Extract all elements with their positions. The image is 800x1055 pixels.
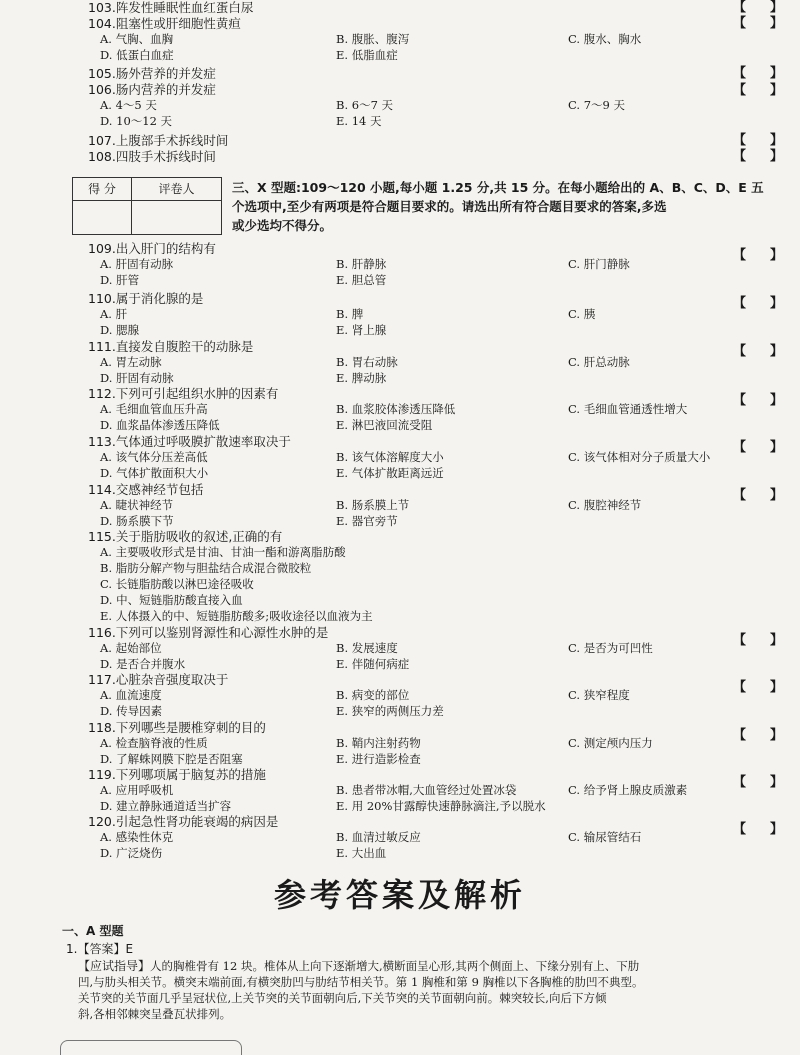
question-option: A. 该气体分压差高低 — [100, 450, 208, 464]
answer-bracket — [733, 822, 783, 837]
question-option: E. 狭窄的两侧压力差 — [336, 704, 444, 718]
bracket-open: 【 — [733, 133, 747, 148]
question-option: C. 毛细血管通透性增大 — [568, 402, 688, 416]
guide-line-3: 关节突的关节面几乎呈冠状位,上关节突的关节面朝向后,下关节突的关节面朝向前。棘突较长,向后下方倾 — [78, 991, 607, 1005]
question-option: D. 是否合并腹水 — [100, 657, 186, 671]
answer-bracket — [733, 393, 783, 408]
question-option: A. 起始部位 — [100, 641, 162, 655]
bracket-open: 【 — [733, 633, 747, 648]
section3-instruction-line3: 或少选均不得分。 — [232, 218, 333, 233]
question-option: D. 了解蛛网膜下腔是否阻塞 — [100, 752, 243, 766]
bracket-open: 【 — [733, 83, 747, 98]
question-option: D. 腮腺 — [100, 323, 140, 337]
answer-bracket — [733, 440, 783, 455]
question-option: D. 建立静脉通道适当扩容 — [100, 799, 232, 813]
answer-bracket — [733, 296, 783, 311]
section3-instruction-line2: 个选项中,至少有两项是符合题目要求的。请选出所有符合题目要求的答案,多选 — [232, 199, 667, 214]
footer-tab — [60, 1040, 242, 1055]
question-option: B. 腹胀、腹泻 — [336, 32, 410, 46]
question-option: B. 肝静脉 — [336, 257, 387, 271]
question-stem: 115.关于脂肪吸收的叙述,正确的有 — [88, 529, 283, 544]
bracket-close: 】 — [769, 775, 783, 790]
answer-bracket — [733, 66, 783, 81]
question-option: D. 肝管 — [100, 273, 140, 287]
question-stem: 104.阻塞性或肝细胞性黄疸 — [88, 16, 241, 31]
bracket-close: 】 — [769, 0, 783, 15]
answer-bracket — [733, 680, 783, 695]
question-option: E. 器官旁节 — [336, 514, 398, 528]
bracket-close: 】 — [769, 133, 783, 148]
question-option: D. 肝固有动脉 — [100, 371, 174, 385]
question-option: C. 该气体相对分子质量大小 — [568, 450, 711, 464]
bracket-close: 】 — [769, 83, 783, 98]
question-stem: 114.交感神经节包括 — [88, 482, 204, 497]
bracket-close: 】 — [769, 66, 783, 81]
question-option: C. 狭窄程度 — [568, 688, 630, 702]
score-label: 得 分 — [88, 182, 116, 196]
bracket-open: 【 — [733, 16, 747, 31]
question-option: E. 气体扩散距离远近 — [336, 466, 444, 480]
answer-bracket — [733, 728, 783, 743]
bracket-close: 】 — [769, 680, 783, 695]
bracket-open: 【 — [733, 775, 747, 790]
bracket-close: 】 — [769, 296, 783, 311]
question-option: A. 4～5 天 — [100, 98, 157, 112]
question-option: D. 广泛烧伤 — [100, 846, 163, 860]
question-stem: 107.上腹部手术拆线时间 — [88, 133, 229, 148]
question-option: E. 进行造影检查 — [336, 752, 421, 766]
question-stem: 105.肠外营养的并发症 — [88, 66, 216, 81]
bracket-close: 】 — [769, 822, 783, 837]
grader-label: 评卷人 — [158, 182, 195, 196]
question-option: E. 人体摄入的中、短链脂肪酸多;吸收途径以血液为主 — [100, 609, 373, 623]
question-stem: 119.下列哪项属于脑复苏的措施 — [88, 767, 266, 782]
question-option: A. 检查脑脊液的性质 — [100, 736, 208, 750]
question-stem: 120.引起急性肾功能衰竭的病因是 — [88, 814, 279, 829]
question-option: C. 肝总动脉 — [568, 355, 630, 369]
bracket-open: 【 — [733, 149, 747, 164]
question-option: C. 测定颅内压力 — [568, 736, 653, 750]
question-option: B. 该气体溶解度大小 — [336, 450, 444, 464]
answer-bracket — [733, 775, 783, 790]
question-option: E. 14 天 — [336, 114, 382, 128]
question-option: C. 7～9 天 — [568, 98, 625, 112]
bracket-close: 】 — [769, 488, 783, 503]
question-option: A. 血流速度 — [100, 688, 162, 702]
answer-bracket — [733, 149, 783, 164]
bracket-open: 【 — [733, 393, 747, 408]
question-option: E. 肾上腺 — [336, 323, 387, 337]
question-option: C. 胰 — [568, 307, 596, 321]
question-option: E. 低脂血症 — [336, 48, 398, 62]
question-option: D. 气体扩散面积大小 — [100, 466, 209, 480]
bracket-close: 】 — [769, 633, 783, 648]
question-option: D. 10～12 天 — [100, 114, 173, 128]
answer-bracket — [733, 0, 783, 15]
question-option: D. 低蛋白血症 — [100, 48, 174, 62]
bracket-open: 【 — [733, 680, 747, 695]
question-stem: 110.属于消化腺的是 — [88, 291, 204, 306]
explanation-1 — [78, 958, 778, 1022]
answer-bracket — [733, 344, 783, 359]
question-option: D. 中、短链脂肪酸直接入血 — [100, 593, 243, 607]
answer-bracket — [733, 633, 783, 648]
question-option: D. 血浆晶体渗透压降低 — [100, 418, 220, 432]
score-box-divider — [131, 178, 132, 234]
question-option: B. 发展速度 — [336, 641, 398, 655]
question-stem: 116.下列可以鉴别肾源性和心源性水肿的是 — [88, 625, 329, 640]
question-option: A. 肝 — [100, 307, 128, 321]
bracket-open: 【 — [733, 0, 747, 15]
guide-line-1: 人的胸椎骨有 12 块。椎体从上向下逐渐增大,横断面呈心形,其两个侧面上、下缘分别有上、下肋 — [150, 959, 640, 973]
question-option: C. 腹水、胸水 — [568, 32, 642, 46]
question-stem: 106.肠内营养的并发症 — [88, 82, 216, 97]
question-option: A. 毛细血管血压升高 — [100, 402, 208, 416]
question-stem: 112.下列可引起组织水肿的因素有 — [88, 386, 279, 401]
answer-bracket — [733, 133, 783, 148]
guide-line-2: 凹,与肋头相关节。横突末端前面,有横突肋凹与肋结节相关节。第 1 胸椎和第 9 胸椎以下各胸椎的肋凹不典型。 — [78, 975, 644, 989]
question-option: B. 肠系膜上节 — [336, 498, 410, 512]
question-option: C. 肝门静脉 — [568, 257, 630, 271]
bracket-close: 】 — [769, 344, 783, 359]
question-option: A. 气胸、血胸 — [100, 32, 174, 46]
question-option: E. 用 20%甘露醇快速静脉滴注,予以脱水 — [336, 799, 546, 813]
question-option: B. 胃右动脉 — [336, 355, 398, 369]
question-option: E. 伴随何病症 — [336, 657, 410, 671]
bracket-open: 【 — [733, 248, 747, 263]
question-stem: 111.直接发自腹腔干的动脉是 — [88, 339, 254, 354]
answer-bracket — [733, 16, 783, 31]
question-option: A. 应用呼吸机 — [100, 783, 174, 797]
question-option: E. 脾动脉 — [336, 371, 387, 385]
question-stem: 103.阵发性睡眠性血红蛋白尿 — [88, 0, 254, 15]
guide-label: 【应试指导】 — [78, 959, 151, 973]
question-option: A. 睫状神经节 — [100, 498, 174, 512]
bracket-close: 】 — [769, 728, 783, 743]
bracket-open: 【 — [733, 728, 747, 743]
bracket-open: 【 — [733, 488, 747, 503]
question-option: A. 肝固有动脉 — [100, 257, 174, 271]
question-stem: 118.下列哪些是腰椎穿刺的目的 — [88, 720, 266, 735]
bracket-close: 】 — [769, 149, 783, 164]
answers-title: 参考答案及解析 — [273, 876, 526, 914]
bracket-close: 】 — [769, 440, 783, 455]
question-option: C. 腹腔神经节 — [568, 498, 642, 512]
question-option: A. 胃左动脉 — [100, 355, 162, 369]
bracket-open: 【 — [733, 66, 747, 81]
question-option: C. 输尿管结石 — [568, 830, 642, 844]
bracket-close: 】 — [769, 248, 783, 263]
score-box — [72, 177, 222, 235]
question-option: B. 脂肪分解产物与胆盐结合成混合微胶粒 — [100, 561, 312, 575]
question-option: E. 大出血 — [336, 846, 387, 860]
question-option: B. 患者带冰帽,大血管经过处置冰袋 — [336, 783, 517, 797]
question-option: B. 血浆胶体渗透压降低 — [336, 402, 456, 416]
answers-section-heading: 一、A 型题 — [62, 924, 124, 938]
bracket-open: 【 — [733, 344, 747, 359]
question-option: A. 感染性休克 — [100, 830, 174, 844]
question-stem: 117.心脏杂音强度取决于 — [88, 672, 229, 687]
bracket-open: 【 — [733, 440, 747, 455]
answer-bracket — [733, 488, 783, 503]
question-option: C. 给予肾上腺皮质激素 — [568, 783, 688, 797]
question-stem: 108.四肢手术拆线时间 — [88, 149, 216, 164]
question-option: B. 6～7 天 — [336, 98, 394, 112]
guide-line-4: 斜,各相邻棘突呈叠瓦状排列。 — [78, 1007, 232, 1021]
question-stem: 113.气体通过呼吸膜扩散速率取决于 — [88, 434, 291, 449]
bracket-open: 【 — [733, 822, 747, 837]
bracket-close: 】 — [769, 16, 783, 31]
question-option: B. 脾 — [336, 307, 364, 321]
question-option: B. 鞘内注射药物 — [336, 736, 421, 750]
question-option: D. 传导因素 — [100, 704, 163, 718]
bracket-close: 】 — [769, 393, 783, 408]
question-option: E. 胆总管 — [336, 273, 387, 287]
question-option: B. 病变的部位 — [336, 688, 410, 702]
bracket-open: 【 — [733, 296, 747, 311]
question-stem: 109.出入肝门的结构有 — [88, 241, 216, 256]
question-option: B. 血清过敏反应 — [336, 830, 421, 844]
section3-instruction-line1: 三、X 型题:109～120 小题,每小题 1.25 分,共 15 分。在每小题给出的 A、B、C、D、E 五 — [232, 180, 764, 195]
question-option: A. 主要吸收形式是甘油、甘油一酯和游离脂肪酸 — [100, 545, 346, 559]
question-option: C. 长链脂肪酸以淋巴途径吸收 — [100, 577, 254, 591]
answer-1: 1.【答案】E — [66, 942, 134, 956]
score-box-rule — [73, 200, 221, 201]
question-option: C. 是否为可凹性 — [568, 641, 653, 655]
answer-bracket — [733, 248, 783, 263]
question-option: E. 淋巴液回流受阻 — [336, 418, 433, 432]
question-option: D. 肠系膜下节 — [100, 514, 174, 528]
answer-bracket — [733, 83, 783, 98]
